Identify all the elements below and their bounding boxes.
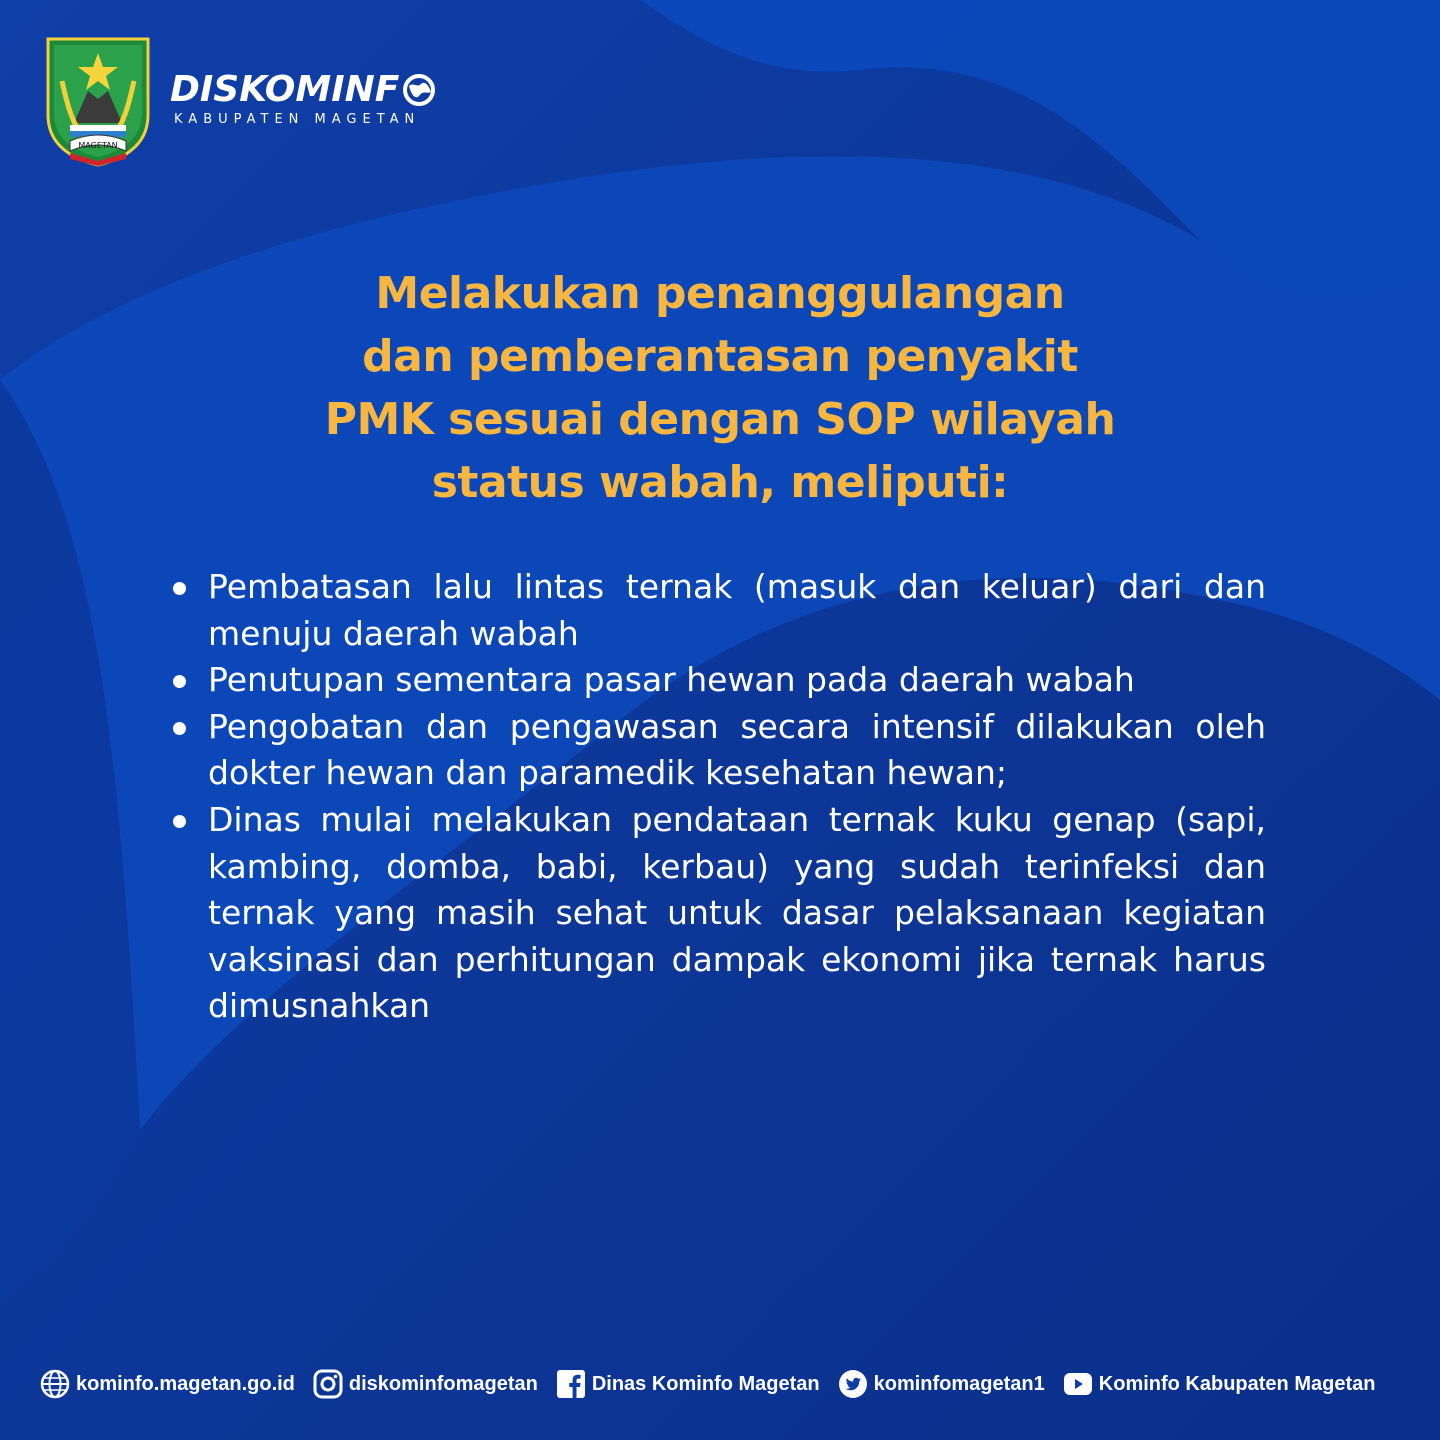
twitter-icon xyxy=(838,1369,868,1399)
measures-list xyxy=(170,564,1266,1030)
list-item-text: Pembatasan lalu lintas ternak (masuk dan keluar) dari dan menuju daerah wabah xyxy=(208,567,1266,653)
instagram-text: diskominfomagetan xyxy=(348,1372,538,1395)
facebook-text: Dinas Kominfo Magetan xyxy=(591,1372,820,1395)
brand-title-antenna: I xyxy=(331,68,345,110)
globe-icon xyxy=(40,1369,70,1399)
list-item-text: Dinas mulai melakukan pendataan ternak kuku genap (sapi, kambing, domba, babi, kerbau) yang sudah terinfeksi dan ternak yang masih sehat untuk dasar pelaksanaan kegiatan vaksinasi dan perhitungan dampak ekonomi jika ternak harus dimusnahkan xyxy=(208,799,1266,1026)
bullet-icon xyxy=(173,722,186,735)
instagram-icon xyxy=(313,1369,343,1399)
youtube-icon xyxy=(1063,1369,1093,1399)
magetan-regency-crest-icon xyxy=(40,29,156,167)
facebook-icon xyxy=(556,1369,586,1399)
brand-title-suffix: NF xyxy=(344,68,400,110)
list-item xyxy=(170,657,1266,704)
youtube-text: Kominfo Kabupaten Magetan xyxy=(1098,1372,1376,1395)
list-item-text: Penutupan sementara pasar hewan pada daerah wabah xyxy=(208,660,1135,700)
brand-globe-icon xyxy=(401,72,437,108)
brand-title-prefix: DISKOM xyxy=(170,68,332,110)
bullet-icon xyxy=(173,582,186,595)
brand-title xyxy=(170,70,437,110)
list-item xyxy=(170,797,1266,1030)
list-item xyxy=(170,704,1266,797)
bullet-icon xyxy=(173,675,186,688)
list-item-text: Pengobatan dan pengawasan secara intensif dilakukan oleh dokter hewan dan paramedik kesehatan hewan; xyxy=(208,706,1266,793)
twitter-text: kominfomagetan1 xyxy=(873,1372,1045,1395)
headline: Melakukan penanggulangan dan pemberantasan penyakit PMK sesuai dengan SOP wilayah status wabah, meliputi: xyxy=(324,268,1116,508)
footer-facebook[interactable] xyxy=(556,1369,820,1399)
header xyxy=(40,28,437,168)
website-text: kominfo.magetan.go.id xyxy=(76,1372,295,1395)
bullet-icon xyxy=(173,815,186,828)
social-footer xyxy=(40,1366,1410,1402)
crest-banner-text: MAGETAN xyxy=(78,141,118,150)
list-item xyxy=(170,564,1266,657)
brand xyxy=(170,70,437,127)
brand-subtitle: KABUPATEN MAGETAN xyxy=(174,111,421,127)
footer-youtube[interactable] xyxy=(1063,1369,1376,1399)
footer-website[interactable] xyxy=(40,1369,295,1399)
footer-instagram[interactable] xyxy=(313,1369,538,1399)
footer-twitter[interactable] xyxy=(838,1369,1045,1399)
